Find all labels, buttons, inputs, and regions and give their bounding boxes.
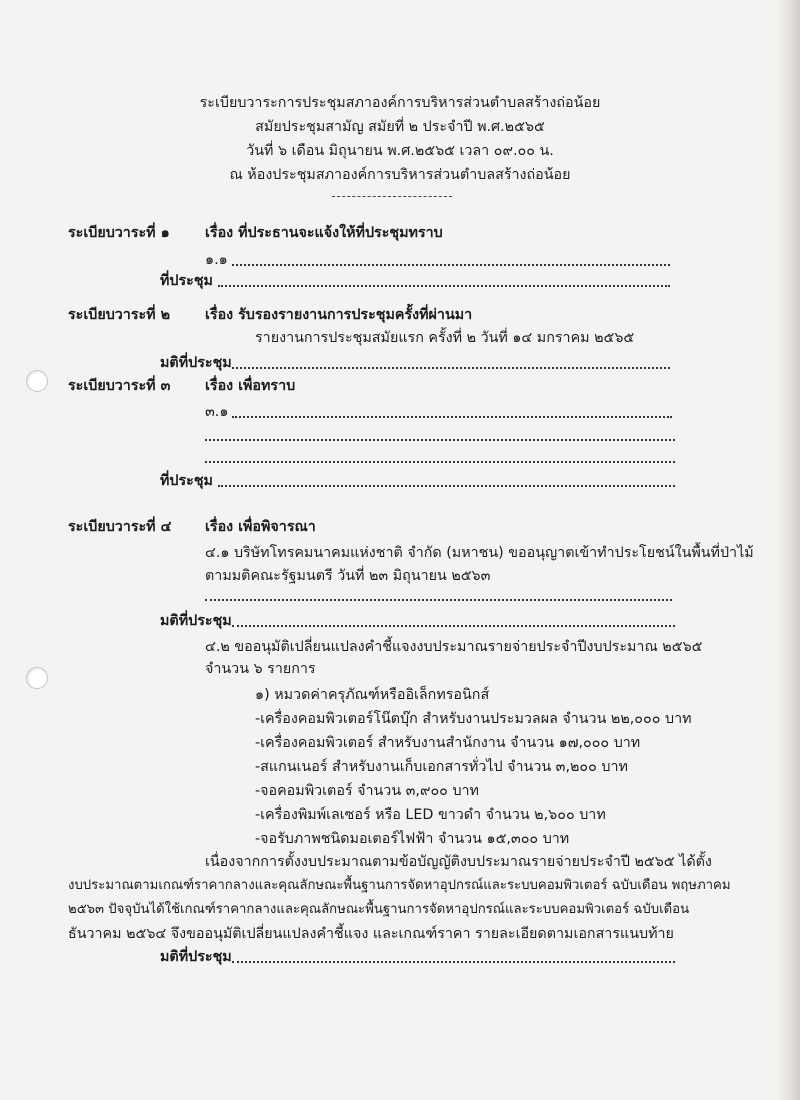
header-divider [332,196,452,197]
agenda3-meeting-fill-line [218,483,675,487]
agenda2-subject: เรื่อง รับรองรายงานการประชุมครั้งที่ผ่านมา [205,307,473,323]
agenda4-resolution-fill-line [232,623,675,627]
session-line: สมัยประชุมสามัญ สมัยที่ ๒ ประจำปี พ.ศ.๒๕๖๕ [255,119,545,135]
agenda1-subject: เรื่อง ที่ประธานจะแจ้งให้ที่ประชุมทราบ [205,225,443,241]
agenda4-item1-line2: ตามมติคณะรัฐมนตรี วันที่ ๒๓ มิถุนายน ๒๕๖๓ [205,568,491,584]
agenda4-category: ๑) หมวดค่าครุภัณฑ์หรืออิเล็กทรอนิกส์ [255,687,490,703]
agenda3-meeting-label: ที่ประชุม [160,473,213,489]
agenda2-resolution-label: มติที่ประชุม [160,355,232,371]
agenda3-label: ระเบียบวาระที่ ๓ [68,378,171,394]
budget-item: -สแกนเนอร์ สำหรับงานเก็บเอกสารทั่วไป จำนวน ๓,๒๐๐ บาท [255,759,628,775]
agenda2-label: ระเบียบวาระที่ ๒ [68,307,171,323]
agenda4-item2-line2: จำนวน ๖ รายการ [205,661,316,677]
budget-item: -เครื่องคอมพิวเตอร์โน๊ตบุ๊ก สำหรับงานประมวลผล จำนวน ๒๒,๐๐๐ บาท [255,711,692,727]
agenda3-item-fill-line [232,414,672,418]
explanation-paragraph-line: ธันวาคม ๒๕๖๔ จึงขออนุมัติเปลี่ยนแปลงคำชี้แจง และเกณฑ์ราคา รายละเอียดตามเอกสารแนบท้าย [68,926,674,942]
budget-item: -เครื่องคอมพิวเตอร์ สำหรับงานสำนักงาน จำนวน ๑๗,๐๐๐ บาท [255,735,641,751]
agenda4-item1-line1: ๔.๑ บริษัทโทรคมนาคมแห่งชาติ จำกัด (มหาชน) ขออนุญาตเข้าทำประโยชน์ในพื้นที่ป่าไม้ [205,545,754,561]
agenda2-detail: รายงานการประชุมสมัยแรก ครั้งที่ ๒ วันที่ ๑๔ มกราคม ๒๕๖๕ [255,330,635,346]
agenda1-item-fill-line [232,262,670,266]
agenda3-fill-line [205,437,675,441]
document-title: ระเบียบวาระการประชุมสภาองค์การบริหารส่วนตำบลสร้างถ่อน้อย [199,95,601,111]
budget-item: -จอคอมพิวเตอร์ จำนวน ๓,๙๐๐ บาท [255,783,479,799]
explanation-paragraph-line: งบประมาณตามเกณฑ์ราคากลางและคุณลักษณะพื้นฐานการจัดหาอุปกรณ์และระบบคอมพิวเตอร์ ฉบับเดือน พฤษภาคม [68,878,731,893]
agenda4-final-resolution-fill-line [232,959,675,963]
agenda4-resolution-label: มติที่ประชุม [160,613,232,629]
agenda3-subject: เรื่อง เพื่อทราบ [205,378,296,394]
budget-item: -จอรับภาพชนิดมอเตอร์ไฟฟ้า จำนวน ๑๕,๓๐๐ บาท [255,831,570,847]
explanation-paragraph-line: ๒๕๖๓ ปัจจุบันได้ใช้เกณฑ์ราคากลางและคุณลักษณะพื้นฐานการจัดหาอุปกรณ์และระบบคอมพิวเตอร์ ฉบับเดือน [68,902,690,917]
agenda1-meeting-label: ที่ประชุม [160,273,213,289]
agenda4-subject: เรื่อง เพื่อพิจารณา [205,519,316,535]
punch-hole [26,370,48,392]
agenda1-meeting-fill-line [218,283,670,287]
agenda4-item1-fill-line [205,597,672,601]
agenda3-item: ๓.๑ [205,404,229,420]
datetime-line: วันที่ ๖ เดือน มิถุนายน พ.ศ.๒๕๖๕ เวลา ๐๙.๐๐ น. [246,143,554,159]
agenda4-final-resolution-label: มติที่ประชุม [160,949,232,965]
agenda2-resolution-fill-line [232,365,670,369]
agenda1-item: ๑.๑ [205,252,228,268]
punch-hole [26,667,48,689]
budget-item: -เครื่องพิมพ์เลเซอร์ หรือ LED ขาวดำ จำนวน ๒,๖๐๐ บาท [255,807,606,823]
agenda3-fill-line [205,459,675,463]
venue-line: ณ ห้องประชุมสภาองค์การบริหารส่วนตำบลสร้างถ่อน้อย [229,167,571,183]
agenda1-label: ระเบียบวาระที่ ๑ [68,225,170,241]
agenda4-label: ระเบียบวาระที่ ๔ [68,519,172,535]
agenda4-item2-line1: ๔.๒ ขออนุมัติเปลี่ยนแปลงคำชี้แจงงบประมาณรายจ่ายประจำปีงบประมาณ ๒๕๖๕ [205,639,703,655]
explanation-paragraph-line: เนื่องจากการตั้งงบประมาณตามข้อบัญญัติงบประมาณรายจ่ายประจำปี ๒๕๖๕ ได้ตั้ง [205,854,712,870]
